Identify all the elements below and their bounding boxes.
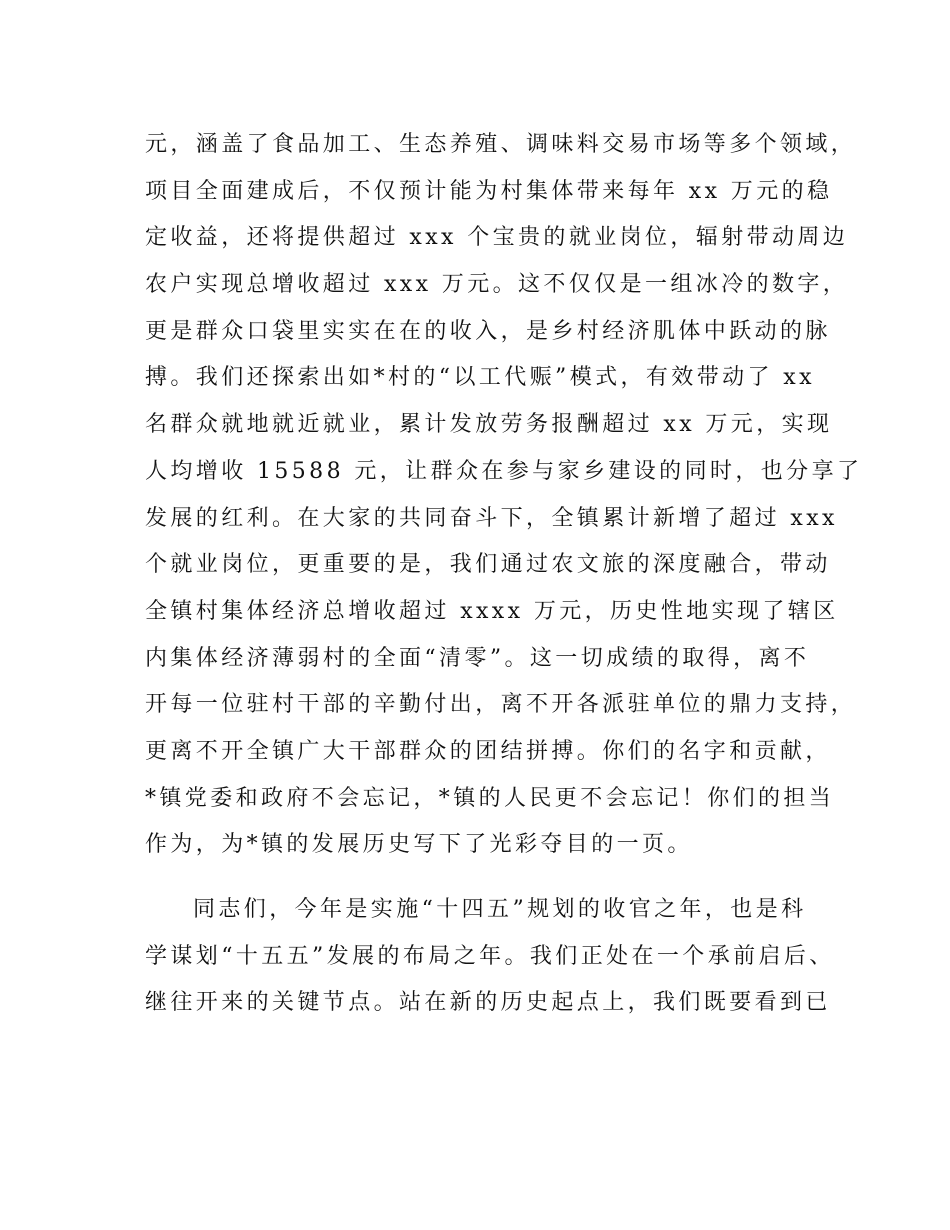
text-line: 定收益，还将提供超过 xxx 个宝贵的就业岗位，辐射带动周边: [145, 225, 849, 251]
text-line: 人均增收 15588 元，让群众在参与家乡建设的同时，也分享了: [145, 458, 863, 484]
text-line: 同志们，今年是实施“十四五”规划的收官之年，也是科: [193, 897, 807, 922]
text-line: 作为，为*镇的发展历史写下了光彩夺目的一页。: [145, 832, 693, 858]
text-line: 学谋划“十五五”发展的布局之年。我们正处在一个承前启后、: [145, 943, 835, 969]
text-line: 元，涵盖了食品加工、生态养殖、调味料交易市场等多个领域，: [145, 132, 857, 157]
paragraph-2: [145, 887, 845, 1027]
text-line: 开每一位驻村干部的辛勤付出，离不开各派驻单位的鼎力支持，: [145, 692, 857, 718]
text-line: 更是群众口袋里实实在在的收入，是乡村经济肌体中跃动的脉: [145, 318, 831, 344]
text-line: 内集体经济薄弱村的全面“清零”。这一切成绩的取得，离不: [145, 645, 810, 671]
text-line: 搏。我们还探索出如*村的“以工代赈”模式，有效带动了 xx: [145, 365, 815, 391]
text-line: 全镇村集体经济总增收超过 xxxx 万元，历史性地实现了辖区: [145, 598, 839, 624]
text-line: 发展的红利。在大家的共同奋斗下，全镇累计新增了超过 xxx: [145, 505, 838, 531]
text-line: 名群众就地就近就业，累计发放劳务报酬超过 xx 万元，实现: [145, 412, 833, 438]
text-line: 项目全面建成后，不仅预计能为村集体带来每年 xx 万元的稳: [145, 178, 833, 204]
text-line: 农户实现总增收超过 xxx 万元。这不仅仅是一组冰冷的数字，: [145, 272, 849, 298]
text-line: 个就业岗位，更重要的是，我们通过农文旅的深度融合，带动: [145, 552, 831, 578]
text-line: 继往开来的关键节点。站在新的历史起点上，我们既要看到已: [145, 990, 831, 1016]
text-line: 更离不开全镇广大干部群众的团结拼搏。你们的名字和贡献，: [145, 738, 831, 764]
document-page: [145, 122, 863, 1027]
text-line: *镇党委和政府不会忘记，*镇的人民更不会忘记！你们的担当: [145, 785, 835, 811]
paragraph-1: [145, 122, 863, 869]
